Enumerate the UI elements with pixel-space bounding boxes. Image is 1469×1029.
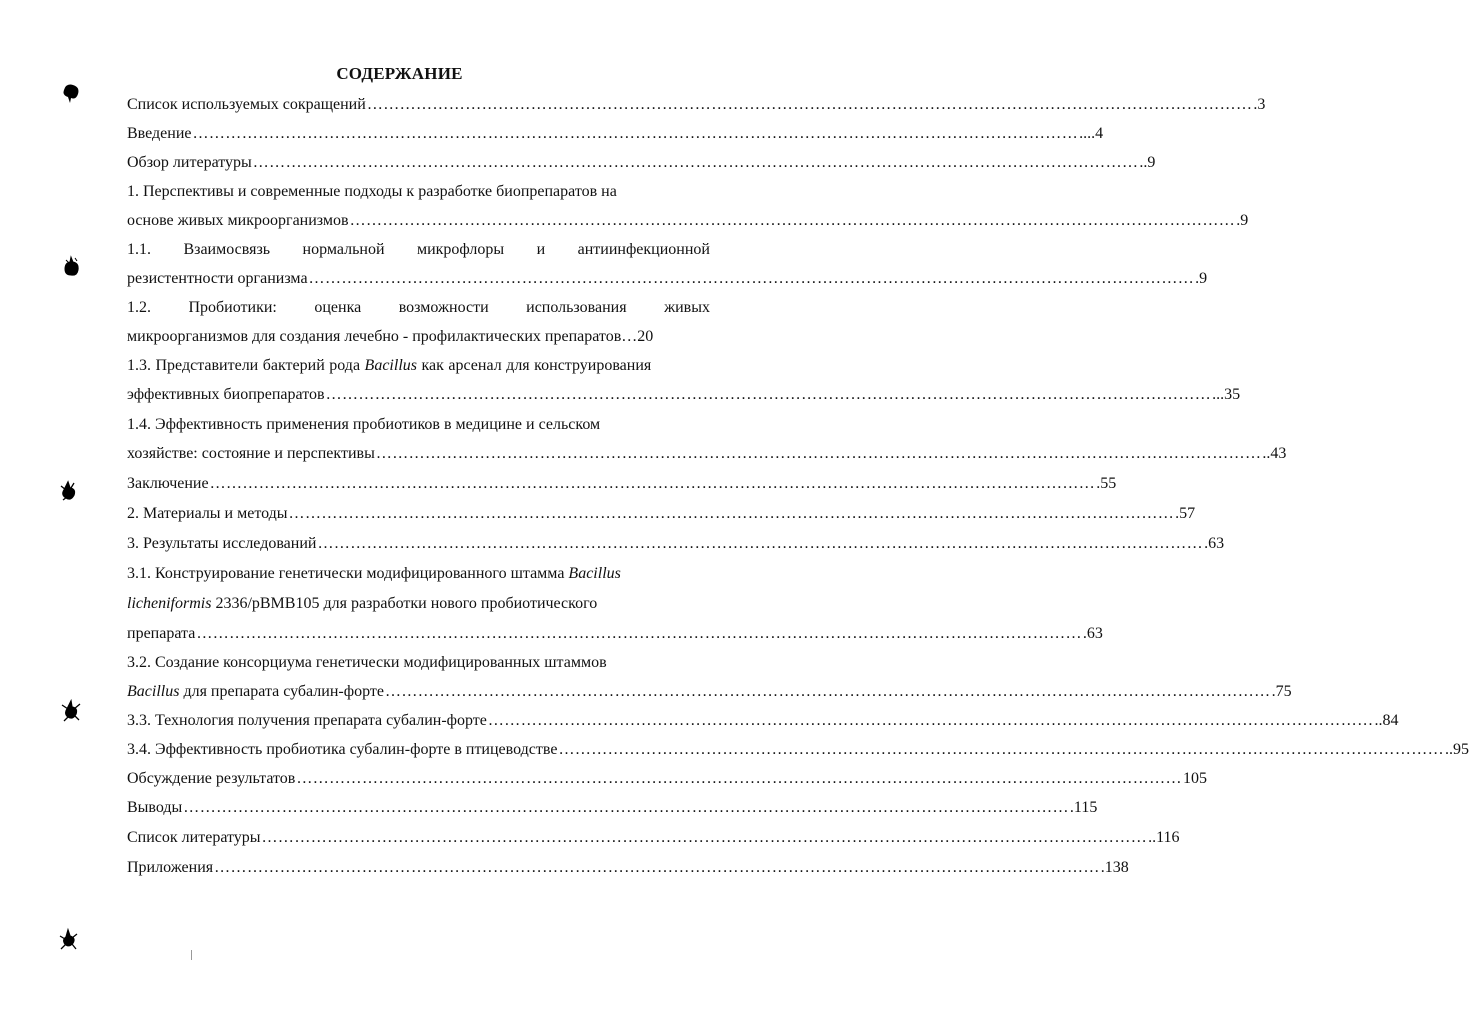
entry-title: 1.3. Представители бактерий рода [127, 357, 365, 374]
dot-leader: ……………………………………………………………………………………………………………………………………………… [375, 445, 1262, 462]
entry-title: Заключение [127, 475, 209, 492]
toc-entry-abbreviations[interactable] [127, 95, 1266, 115]
genus-name: Bacillus [568, 565, 621, 582]
toc-entry-section-1-4-line1[interactable]: 1.4. Эффективность применения пробиотиков в медицине и сельском [127, 416, 601, 433]
toc-entry-conclusion[interactable] [127, 474, 1117, 494]
word: микрофлоры [416, 241, 505, 258]
entry-title: Обзор литературы [127, 154, 252, 171]
entry-title: 3.4. Эффективность пробиотика субалин-форте в птицеводстве [127, 741, 558, 758]
page-number: ....4 [1079, 125, 1104, 142]
page-number: .57 [1175, 505, 1196, 522]
entry-title: 2. Материалы и методы [127, 505, 288, 522]
ink-blot-icon [60, 82, 82, 104]
dot-leader: ……………………………………………………………………………………………………………………………………………… [308, 270, 1195, 287]
ink-blot-icon [58, 928, 82, 952]
dot-leader: ……………………………………………………………………………………………………………………………………………… [325, 386, 1212, 403]
word: использования [526, 299, 627, 316]
ink-blot-icon [62, 256, 82, 278]
entry-title: Введение [127, 125, 192, 142]
toc-entry-section-1-2-line1[interactable] [127, 298, 710, 318]
entry-title: 3. Результаты исследований [127, 535, 317, 552]
page-number: .9 [1195, 270, 1208, 287]
page-number: ..9 [1139, 154, 1156, 171]
ink-blot-icon [60, 700, 84, 724]
genus-name: Bacillus [364, 357, 417, 374]
entry-title-rest: для препарата субалин-форте [179, 683, 384, 700]
page-number: .55 [1096, 475, 1117, 492]
toc-entry-section-1-line2[interactable] [127, 211, 1249, 231]
dot-leader: ……………………………………………………………………………………………………………………………………………… [209, 475, 1096, 492]
entry-title: 3.3. Технология получения препарата субалин-форте [127, 712, 487, 729]
page-title: СОДЕРЖАНИЕ [336, 64, 463, 83]
ink-blot-icon [58, 480, 80, 504]
dot-leader: ……………………………………………………………………………………………………………………………………………… [192, 125, 1079, 142]
dot-leader: ……………………………………………………………………………………………………………………………………………… [183, 799, 1069, 816]
word: 1.2. [127, 299, 151, 316]
dot-leader: ……………………………………………………………………………………………………………………………………………… [296, 770, 1182, 787]
word: 1.1. [127, 241, 151, 258]
entry-title: Приложения [127, 859, 214, 876]
entry-title: Список используемых сокращений [127, 96, 366, 113]
page-number: ...35 [1212, 386, 1241, 403]
entry-title: 2336/pBMB105 для разработки нового пробиотического [211, 595, 598, 612]
toc-entry-section-1-4-line2[interactable] [127, 444, 1287, 464]
dot-leader: ……………………………………………………………………………………………………………………………………………… [252, 154, 1139, 171]
toc-entry-section-3-2-line1[interactable]: 3.2. Создание консорциума генетически модифицированных штаммов [127, 654, 607, 671]
toc-entry-section-3-1-line3[interactable] [127, 624, 1103, 644]
toc-entry-findings[interactable] [127, 798, 1098, 818]
toc-entry-section-1-2-line2[interactable]: микроорганизмов для создания лечебно - профилактических препаратов…20 [127, 328, 654, 345]
entry-title: резистентности организма [127, 270, 308, 287]
entry-title: препарата [127, 625, 196, 642]
word: Взаимосвязь [183, 241, 271, 258]
page-number: .138 [1100, 859, 1129, 876]
dot-leader: ……………………………………………………………………………………………………………………………………………… [384, 683, 1271, 700]
toc-entry-references[interactable] [127, 828, 1180, 848]
entry-title: Выводы [127, 799, 183, 816]
toc-entry-discussion[interactable] [127, 769, 1207, 789]
entry-title: Список литературы [127, 829, 261, 846]
entry-title: как арсенал для конструирования [416, 357, 652, 374]
toc-entry-section-1-3-line2[interactable] [127, 385, 1241, 405]
page-number: ..43 [1262, 445, 1287, 462]
toc-entry-section-3-3[interactable] [127, 711, 1399, 731]
page-number: .115 [1069, 799, 1098, 816]
word: живых [664, 299, 710, 316]
toc-entry-section-3-1-line1[interactable] [127, 564, 710, 584]
word: Пробиотики: [188, 299, 277, 316]
page-number: .63 [1204, 535, 1225, 552]
word: антиинфекционной [577, 241, 710, 258]
page-number: ..116 [1148, 829, 1180, 846]
word: оценка [314, 299, 362, 316]
entry-title: основе живых микроорганизмов [127, 212, 349, 229]
page-number: .75 [1271, 683, 1292, 700]
page-number: .3 [1253, 96, 1266, 113]
toc-entry-section-2[interactable] [127, 504, 1196, 524]
toc-entry-section-1-3-line1[interactable] [127, 356, 710, 376]
toc-entry-introduction[interactable] [127, 124, 1104, 144]
species-name: licheniformis [127, 595, 212, 612]
dot-leader: ……………………………………………………………………………………………………………………………………………… [366, 96, 1253, 113]
dot-leader: ……………………………………………………………………………………………………………………………………………… [288, 505, 1175, 522]
page-number: 105 [1182, 770, 1207, 787]
dot-leader: ……………………………………………………………………………………………………………………………………………… [196, 625, 1082, 642]
dot-leader: ……………………………………………………………………………………………………………………………………………… [214, 859, 1100, 876]
page-number: ..84 [1374, 712, 1399, 729]
dot-leader: ……………………………………………………………………………………………………………………………………………… [349, 212, 1236, 229]
entry-title: хозяйстве: состояние и перспективы [127, 445, 375, 462]
entry-title: эффективных биопрепаратов [127, 386, 325, 403]
toc-entry-section-3-1-line2[interactable] [127, 594, 710, 614]
scan-artifact-tick [191, 950, 192, 960]
toc-entry-section-1-1-line1[interactable] [127, 240, 710, 260]
dot-leader: ……………………………………………………………………………………………………………………………………………… [487, 712, 1374, 729]
dot-leader: ……………………………………………………………………………………………………………………………………………… [317, 535, 1204, 552]
dot-leader: ……………………………………………………………………………………………………………………………………………… [558, 741, 1445, 758]
page-number: .63 [1082, 625, 1103, 642]
word: возможности [398, 299, 489, 316]
page-number: ..95 [1445, 741, 1469, 758]
word: и [536, 241, 546, 258]
toc-entry-section-1-line1[interactable]: 1. Перспективы и современные подходы к разработке биопрепаратов на [127, 183, 617, 200]
toc-entry-section-3-2-line2[interactable] [127, 682, 1292, 702]
entry-title [127, 682, 384, 702]
entry-title: Обсуждение результатов [127, 770, 296, 787]
toc-entry-section-3[interactable] [127, 534, 1225, 554]
toc-entry-section-3-4[interactable] [127, 740, 1469, 760]
toc-entry-appendices[interactable] [127, 858, 1129, 878]
dot-leader: ……………………………………………………………………………………………………………………………………………… [261, 829, 1148, 846]
page-number: .9 [1236, 212, 1249, 229]
toc-entry-literature-review[interactable] [127, 153, 1156, 173]
entry-title: 3.1. Конструирование генетически модифицированного штамма [127, 565, 569, 582]
genus-name: Bacillus [127, 683, 180, 700]
toc-entry-section-1-1-line2[interactable] [127, 269, 1208, 289]
word: нормальной [302, 241, 385, 258]
